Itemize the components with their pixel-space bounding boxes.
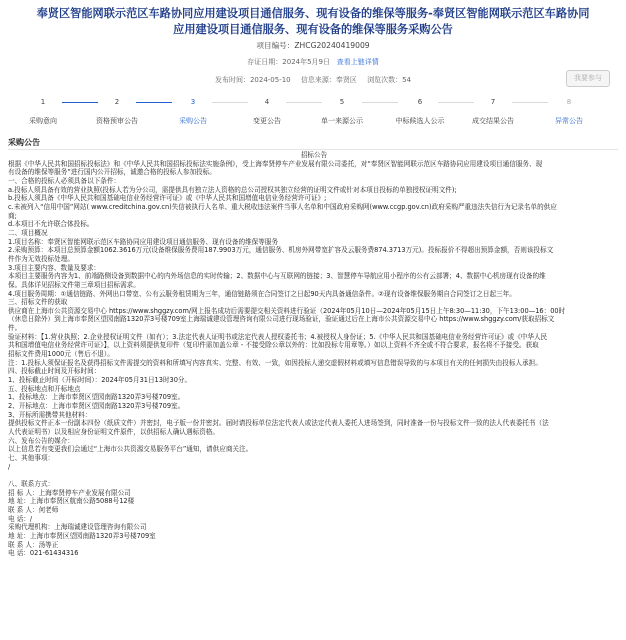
body-line: / <box>8 462 11 471</box>
body-line: b.投标人须具备《中华人民共和国基础电信业务经营许可证》或《中华人民共和国增值电信业务经营许可证》; <box>8 194 327 203</box>
body-line: 本项目主要服务内容为1、前端路侧设备到数据中心的内外场信息的实时传输；2、数据中心与互联网的链接；3、智慧停车导航应用小程序的公有云部署；4、数据中心机房现有设备的维 <box>8 272 546 281</box>
body-line: 1、投标截止时间（开标时间）：2024年05月31日13时30分。 <box>8 376 192 385</box>
project-number: 项目编号：ZHCG20240419009 <box>256 41 370 50</box>
body-line: 件作为无效投标处理。 <box>8 254 74 263</box>
info-source: 信息来源：奉贤区 <box>300 76 357 84</box>
body-line: 电 话：/ <box>8 514 33 523</box>
body-line: 4.项目服务周期：①通信链路、外网出口带宽、公有云服务租赁期为三年，通信链路须在合同签订之日起90天内具备通信条件。②现有设备维保服务期自合同签订之日起三年。 <box>8 289 516 298</box>
body-line: 七、其他事项： <box>8 453 55 462</box>
announcement-title <box>0 6 626 38</box>
body-line: 地 址：上海市奉贤区望园南路1320弄3号楼709室 <box>8 531 156 540</box>
publish-time: 发布时间：2024-05-10 <box>214 76 291 84</box>
body-line: （休息日除外）到上海市奉贤区望园南路1320弄3号楼709室上海瑞诚建设管理咨询有限公司进行现场验证，验证通过后在上海市公共资源交易中心 https://www.shggzy.com/获取招标文 <box>8 315 555 324</box>
body-line: 三、招标文件的获取 <box>8 298 68 307</box>
body-line: 根据《中华人民共和国招标投标法》和《中华人民共和国招标投标法实施条例》，受上海奉贤停车产业发展有限公司委托，对“奉贤区智能网联示范区车路协同应用建设项目通信服务、现 <box>8 159 543 168</box>
body-lines <box>8 160 620 558</box>
body-line: 商; <box>8 211 17 220</box>
body-line: 共和国增值电信业务经营许可证》】，以上资料须提供复印件（复印件需加盖公章 - 不接受除公章以外的：比如投标专用章等。）如以上资料不齐全或不符合要求，报名将不予接受。获取 <box>8 341 539 350</box>
body-line: 八、联系方式： <box>8 479 55 488</box>
step-1-intent[interactable]: 1 采购意向 <box>29 98 57 125</box>
body-line: 招 标 人：上海奉贤停车产业发展有限公司 <box>8 488 131 497</box>
title-line-1: 奉贤区智能网联示范区车路协同应用建设项目通信服务、现有设备的维保等服务-奉贤区智能网联示范区车路协同 <box>36 7 590 20</box>
step-4-change[interactable]: 4 变更公告 <box>253 98 281 125</box>
announcement-body <box>8 151 620 558</box>
body-line: 招标文件费用1000元（售后不退）。 <box>8 350 114 359</box>
view-chain-details-link[interactable]: 查看上链详情 <box>336 58 379 66</box>
body-line: 有设备的维保等服务”进行国内公开招标，诚邀合格的投标人参加投标。 <box>8 168 216 177</box>
body-line: 人代表证明书）以及相应身份证明文件原件，以供招标人确认遇标资格。 <box>8 428 219 436</box>
body-line: 件。 <box>8 324 22 333</box>
body-line: 验证材料：【1.营业执照；2.企业授权证明文件（如有）；3.法定代表人证明书或法定代表人授权委托书；4.被授权人身份证；5.《中华人民共和国基础电信业务经营许可证》或《中华人民 <box>8 332 548 341</box>
body-line: d.本项目不允许联合体投标。 <box>8 220 94 229</box>
body-heading: 招标公告 <box>300 151 328 159</box>
meta-info <box>0 75 626 85</box>
section-divider <box>8 149 618 150</box>
deposit-info <box>0 57 626 67</box>
step-8-exception[interactable]: 8 异常公告 <box>555 98 583 125</box>
body-line: 一、合格的投标人必须具备以下条件： <box>8 176 121 185</box>
body-line: 采购代理机构：上海瑞诚建设管理咨询有限公司 <box>8 523 147 532</box>
body-line: 注：1.投标人须保证报名及获得招标文件需提交的资料和所填写内容真实、完整、有效、一致，如因投标人递交虚假材料或填写信息错误导致的与本项目有关的任何损失由投标人承担。 <box>8 358 542 367</box>
body-line <box>8 471 620 480</box>
body-line: 电 话：021-61434316 <box>8 549 79 558</box>
body-line: 供应商在上海市公共资源交易中心 https://www.shggzy.com/网上报名成功后需要提交相关资料进行验证（2024年05月10日—2024年05月15日上午8:30—11:30，下午13:00—16：00时 <box>8 306 566 315</box>
deposit-date: 存证日期：2024年5月9日 <box>247 58 331 66</box>
body-line: 六、发布公告的媒介： <box>8 436 74 445</box>
body-line: 以上信息若有变更我们会通过“上海市公共资源交易服务平台”通知，请供应商关注。 <box>8 445 253 454</box>
process-steps <box>0 98 626 132</box>
body-line: 2.采购预算：本项目总预算金额1062.3616万元(设备维保服务费用187.9903万元，通信服务、机房外网带宽扩容及云服务费874.3713万元)。投标报价不得超出预算金额，否则该投标文 <box>8 246 554 255</box>
body-line: 3.项目主要内容、数量及要求： <box>8 263 101 272</box>
body-line: 1、投标地点：上海市奉贤区望园南路1320弄3号楼709室。 <box>8 393 185 402</box>
join-button[interactable]: 我要参与 <box>566 70 610 87</box>
section-title: 采购公告 <box>8 138 40 147</box>
body-line: 1.项目名称：奉贤区智能网联示范区车路协同应用建设项目通信服务、现有设备的维保等服务 <box>8 237 279 246</box>
body-line: 提供投标文件正本一份副本四份（纸质文件）并密封，电子版一份并密封。届时请投标单位法定代表人或法定代表人委托人进场签到，同时准备一份与投标文件一致的法人代表委托书（法 <box>8 419 549 428</box>
step-5-single-source[interactable]: 5 单一来源公示 <box>321 98 363 125</box>
body-line: 3、开标所需携带其他材料： <box>8 410 92 419</box>
body-line: c.未被列入“信用中国”网站( www.creditchina.gov.cn)失信被执行人名单、重大税收违法案件当事人名单和中国政府采购网(www.ccgp.gov.cn)政府采购严重违法失信行为记录名单的供应 <box>8 202 557 211</box>
body-line: 地 址：上海市奉贤区航南公路5088号12楼 <box>8 497 135 506</box>
body-line: 保。具体详见招标文件第三章项目招标需求。 <box>8 280 140 289</box>
view-count: 浏览次数：54 <box>367 76 412 84</box>
step-7-result[interactable]: 7 成交结果公告 <box>472 98 514 125</box>
title-line-2: 应用建设项目通信服务、现有设备的维保等服务采购公告 <box>173 23 453 36</box>
body-line: 联 系 人：汤等正 <box>8 540 59 549</box>
step-3-procurement[interactable]: 3 采购公告 <box>179 98 207 125</box>
body-line: 二、项目概况 <box>8 228 48 237</box>
step-6-candidate[interactable]: 6 中标候选人公示 <box>395 98 445 125</box>
step-2-prequal[interactable]: 2 资格预审公告 <box>96 98 138 125</box>
body-line: 五、投标地点和开标地点 <box>8 384 81 393</box>
body-line: 2、开标地点：上海市奉贤区望园南路1320弄3号楼709室。 <box>8 402 185 411</box>
body-line: a.投标人须具备有效的营业执照(投标人若为分公司，需提供具有独立法人资格的总公司授权其独立经营的证明文件或针对本项目投标的单独授权证明文件); <box>8 185 457 194</box>
body-line: 四、投标截止时间及开标时间： <box>8 367 101 376</box>
body-line: 联 系 人：何老师 <box>8 505 59 514</box>
